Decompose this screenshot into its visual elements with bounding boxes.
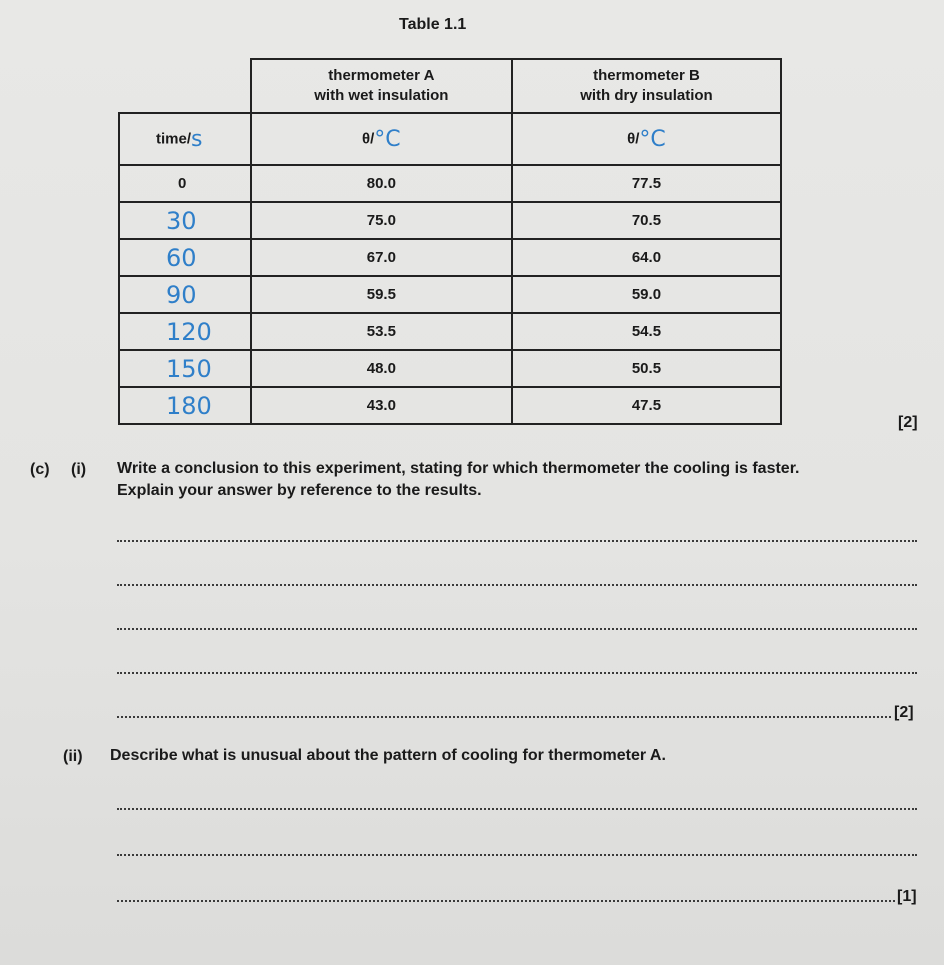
question-c-i-label: (i) [71, 461, 87, 478]
results-table [118, 58, 782, 425]
thermometer-b-value: 70.5 [512, 202, 781, 239]
header-blank-cell [119, 59, 251, 113]
time-unit-header [119, 113, 251, 165]
table-row [119, 202, 781, 239]
answer-line-c-ii-3[interactable] [117, 900, 895, 902]
theta-b-unit-handwritten: °C [639, 126, 666, 152]
time-label-printed: time/ [156, 129, 192, 147]
theta-a-unit-header [251, 113, 512, 165]
time-value-handwritten: 90 [166, 280, 197, 309]
question-c-i-line1: Write a conclusion to this experiment, stating for which thermometer the cooling is faster. [117, 460, 800, 477]
thermometer-a-value: 67.0 [251, 239, 512, 276]
thermometer-b-value: 77.5 [512, 165, 781, 202]
time-cell [119, 276, 251, 313]
time-cell [119, 165, 251, 202]
question-c-i-text [117, 458, 939, 502]
table-header-row [119, 59, 781, 113]
table-row [119, 313, 781, 350]
table-row [119, 387, 781, 424]
thermometer-b-value: 64.0 [512, 239, 781, 276]
time-cell [119, 202, 251, 239]
header-b-line2: with dry insulation [580, 87, 713, 104]
table-row [119, 276, 781, 313]
header-a-line1: thermometer A [328, 67, 435, 84]
thermometer-b-value: 50.5 [512, 350, 781, 387]
thermometer-b-value: 59.0 [512, 276, 781, 313]
table-body [119, 165, 781, 424]
time-value: 0 [178, 175, 187, 192]
thermometer-a-value: 53.5 [251, 313, 512, 350]
time-value-handwritten: 60 [166, 243, 197, 272]
header-b-line1: thermometer B [593, 67, 700, 84]
question-c-i-line2: Explain your answer by reference to the results. [117, 482, 482, 499]
time-value-handwritten: 30 [166, 206, 197, 235]
table-row [119, 350, 781, 387]
theta-b-unit-header [512, 113, 781, 165]
answer-line-c-ii-2[interactable] [117, 854, 917, 856]
question-c-i-marks: [2] [894, 704, 914, 721]
theta-a-printed: θ/ [362, 129, 375, 147]
time-cell [119, 350, 251, 387]
thermometer-a-value: 48.0 [251, 350, 512, 387]
thermometer-b-value: 47.5 [512, 387, 781, 424]
header-a-line2: with wet insulation [314, 87, 449, 104]
table-unit-row [119, 113, 781, 165]
answer-line-c-i-1[interactable] [117, 540, 917, 542]
question-c-label: (c) [30, 461, 50, 478]
time-cell [119, 313, 251, 350]
table-row [119, 165, 781, 202]
thermometer-a-value: 80.0 [251, 165, 512, 202]
time-cell [119, 239, 251, 276]
answer-line-c-ii-1[interactable] [117, 808, 917, 810]
table-caption: Table 1.1 [399, 16, 467, 33]
time-value-handwritten: 150 [166, 354, 212, 383]
header-thermometer-a [251, 59, 512, 113]
theta-a-unit-handwritten: °C [374, 126, 401, 152]
time-value-handwritten: 120 [166, 317, 212, 346]
thermometer-a-value: 75.0 [251, 202, 512, 239]
table-row [119, 239, 781, 276]
question-c-ii-label: (ii) [63, 748, 83, 765]
theta-b-printed: θ/ [627, 129, 640, 147]
answer-line-c-i-4[interactable] [117, 672, 917, 674]
thermometer-b-value: 54.5 [512, 313, 781, 350]
answer-line-c-i-5[interactable] [117, 716, 891, 718]
header-thermometer-b [512, 59, 781, 113]
thermometer-a-value: 43.0 [251, 387, 512, 424]
time-value-handwritten: 180 [166, 391, 212, 420]
thermometer-a-value: 59.5 [251, 276, 512, 313]
time-cell [119, 387, 251, 424]
question-c-ii-text: Describe what is unusual about the pattern of cooling for thermometer A. [110, 747, 666, 764]
time-unit-handwritten: s [191, 126, 203, 152]
answer-line-c-i-2[interactable] [117, 584, 917, 586]
table-marks: [2] [898, 414, 918, 431]
answer-line-c-i-3[interactable] [117, 628, 917, 630]
question-c-ii-marks: [1] [897, 888, 917, 905]
